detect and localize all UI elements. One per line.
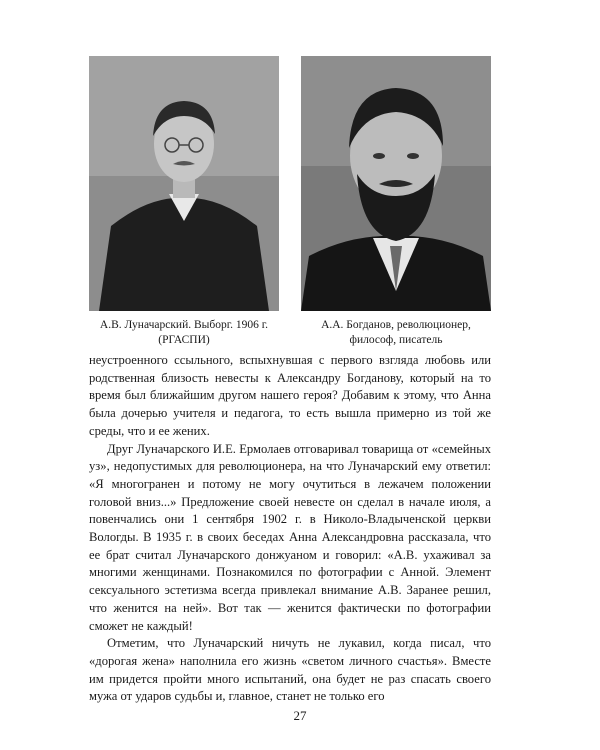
caption-bogdanov xyxy=(286,318,506,348)
paragraph-2: Друг Луначарского И.Е. Ермолаев отговаривал товарища от «семейных уз», недопустимых для революционера, на что Луначарский ему ответил: «Я многогранен и потому не могу очутиться в лежачем положении головой вниз...» Предложение своей невесте он сделал в начале июля, а повенчались они 1 сентября 1902 г. в Николо-Владыченской церкви Вологды. В 1935 г. в своих беседах Анна Александровна рассказала, что ее брат считал Луначарского донжуаном и говорил: «А.В. ухаживал за многими женщинами. Познакомился по фотографии с Анной. Элемент сексуального эстетизма всегда привлекал внимание А.В. Заранее решил, что женится на ней». Вот так — женится фактически по фотографии сможет не каждый! xyxy=(89,441,491,633)
caption-lunacharsky xyxy=(74,318,294,348)
portrait-lunacharsky-image xyxy=(89,56,279,311)
page-number: 27 xyxy=(293,708,307,723)
caption-right-line2: философ, писатель xyxy=(349,334,443,346)
photo-bogdanov xyxy=(301,56,491,311)
portrait-bogdanov-image xyxy=(301,56,491,311)
photo-lunacharsky xyxy=(89,56,279,311)
caption-left-line1: А.В. Луначарский. Выборг. 1906 г. xyxy=(99,319,269,331)
caption-right-line1: А.А. Богданов, революционер, xyxy=(321,319,471,331)
body-text xyxy=(89,352,491,706)
paragraph-3: Отметим, что Луначарский ничуть не лукавил, когда писал, что «дорогая жена» наполнила его жизнь «светом личного счастья». Вместе им придется пройти много испытаний, она будет не раз спасать своего мужа от ударов судьбы и, главное, станет не только его xyxy=(89,636,491,704)
caption-left-line2: (РГАСПИ) xyxy=(158,334,210,346)
paragraph-1: неустроенного ссыльного, вспыхнувшая с первого взгляда любовь или родственная близость невесты к Александру Богданову, который на то время был ближайшим другом нашего героя? Добавим к этому, что Анна была дочерью учителя и педагога, то есть вышла примерно из той же среды, что и ее жених. xyxy=(89,353,491,438)
